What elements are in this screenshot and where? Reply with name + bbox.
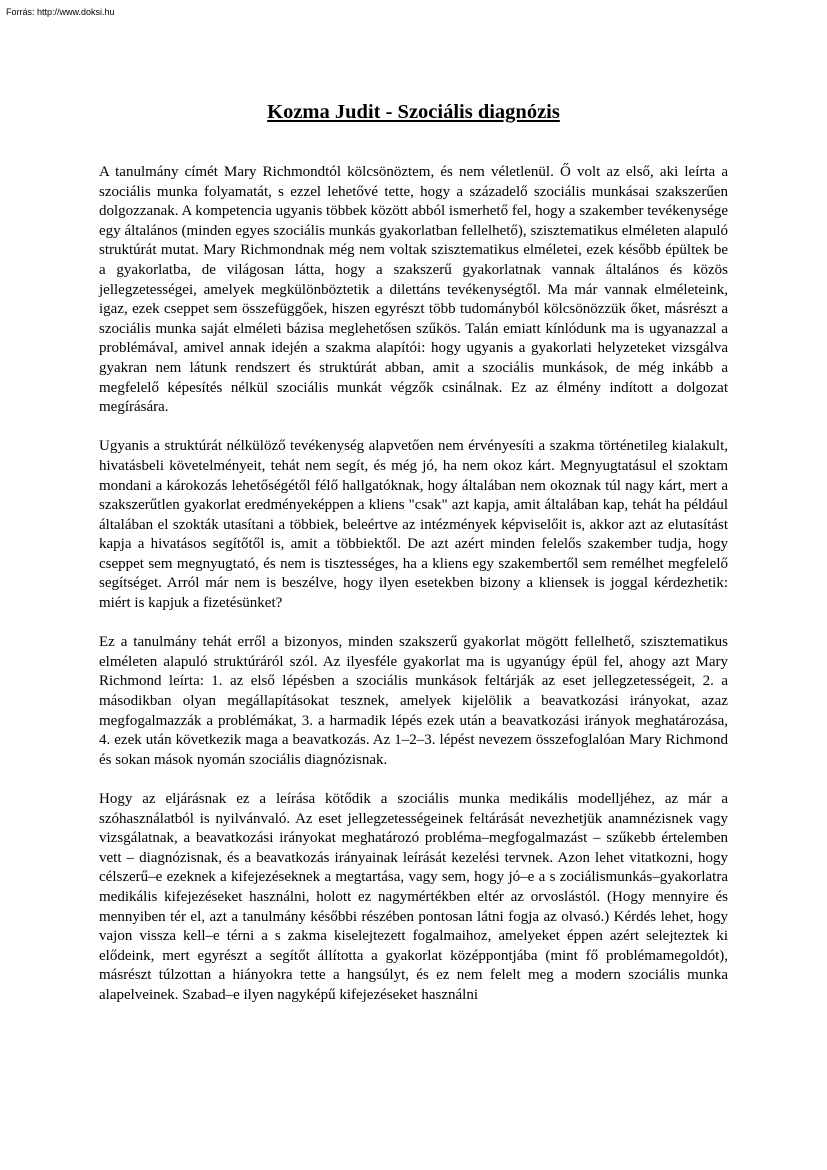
document-body	[99, 163, 728, 1025]
document-title: Kozma Judit - Szociális diagnózis	[267, 101, 560, 123]
source-note: Forrás: http://www.doksi.hu	[6, 7, 115, 17]
paragraph-2: Ugyanis a struktúrát nélkülöző tevékenység alapvetően nem érvényesíti a szakma történetileg kialakult, hivatásbeli követelményeit, tehát nem segít, és még jó, ha nem okoz kárt. Megnyugtatásul el szoktam mondani a károkozás lehetőségétől félő hallgatóknak, hogy általában nem okoznak túl nagy kárt, mert a szakszerűtlen gyakorlat eredményeképpen a kliens "csak" azt kapja, amit általában kap, tehát ha például általában el szokták utasítani a többiek, beleértve az intézmények képviselőit is, akkor azt az elutasítást kapja a hivatásos segítőtől is, amit a többiektől. De azt azért minden felelős szakember tudja, hogy cseppet sem megnyugtató, és nem is tisztességes, ha a kliens egy szakembertől sem remélhet megfelelő segítséget. Arról már nem is beszélve, hogy ilyen esetekben bizony a kliensek is joggal kérdezhetik: miért is kapjuk a fizetésünket?	[99, 438, 728, 612]
paragraph-3: Ez a tanulmány tehát erről a bizonyos, minden szakszerű gyakorlat mögött fellelhető, szisztematikus elméleten alapuló struktúráról szól. Az ilyesféle gyakorlat ma is ugyanúgy épül fel, ahogy azt Mary Richmond leírta: 1. az első lépésben a szociális munkások feltárják az eset jellegzetességeit, 2. a másodikban olyan megállapításokat tesznek, amelyek kijelölik a beavatkozási irányokat, azaz megfogalmazzák a problémákat, 3. a harmadik lépés ezek után a beavatkozási irányok meghatározása, 4. ezek után következik maga a beavatkozás. Az 1–2–3. lépést nevezem összefoglalóan Mary Richmond és sokan mások nyomán szociális diagnózisnak.	[99, 634, 728, 768]
paragraph-1: A tanulmány címét Mary Richmondtól kölcsönöztem, és nem véletlenül. Ő volt az első, aki leírta a szociális munka folyamatát, s ezzel lehetővé tette, hogy a századelő szociális munkásai szakszerűen dolgozzanak. A kompetencia ugyanis többek között abból ismerhető fel, hogy a szakember tevékenysége egy általános (minden egyes szociális munkás gyakorlatban fellelhető), szisztematikus elméleten alapuló struktúrát mutat. Mary Richmondnak még nem voltak szisztematikus elméletei, ezek később épültek be a gyakorlatba, de világosan látta, hogy a szakszerű gyakorlatnak vannak általános és közös jellegzetességei, amelyek megkülönböztetik a dilettáns tevékenységtől. Ma már vannak elméleteink, igaz, ezek cseppet sem összefüggőek, hiszen egyrészt több tudományból kölcsönözzük őket, másrészt a szociális munka saját elméleti bázisa meglehetősen szűkös. Talán emiatt kínlódunk ma is ugyanazzal a problémával, amivel annak idején a szakma alapítói: hogy ugyanis a gyakorlati helyzeteket vizsgálva gyakran nem látunk rendszert és struktúrát abban, amit a szociális munkások, de még inkább a megfelelő képesítés nélkül szociális munkát végzők csinálnak. Ez az élmény indított a dolgozat megírására.	[99, 164, 728, 416]
paragraph-4: Hogy az eljárásnak ez a leírása kötődik a szociális munka medikális modelljéhez, az már a szóhasználatból is nyilvánvaló. Az eset jellegzetességeinek feltárását nevezhetjük anamnézisnek vagy vizsgálatnak, a beavatkozási irányokat meghatározó probléma–megfogalmazást – szűkebb értelemben vett – diagnózisnak, és a beavatkozás irányainak leírását kezelési tervnek. Azon lehet vitatkozni, hogy célszerű–e ezeknek a kifejezéseknek a megtartása, vagy sem, hogy jó–e a s zociálismunkás–gyakorlatra medikális kifejezéseket használni, holott ez nagymértékben eltér az orvoslástól. (Hogy mennyire és mennyiben tér el, azt a tanulmány későbbi részében pontosan látni fogja az olvasó.) Kérdés lehet, hogy vajon vissza kell–e térni a s zakma kiselejtezett fogalmaihoz, amelyeket éppen azért selejteztek ki elődeink, mert egyrészt a segítőt állította a gyakorlat középpontjába (mint fő problémamegoldót), másrészt túlzottan a hiányokra tette a hangsúlyt, és ez nem felelt meg a modern szociális munka alapelveinek. Szabad–e ilyen nagyképű kifejezéseket használni	[99, 791, 728, 1003]
